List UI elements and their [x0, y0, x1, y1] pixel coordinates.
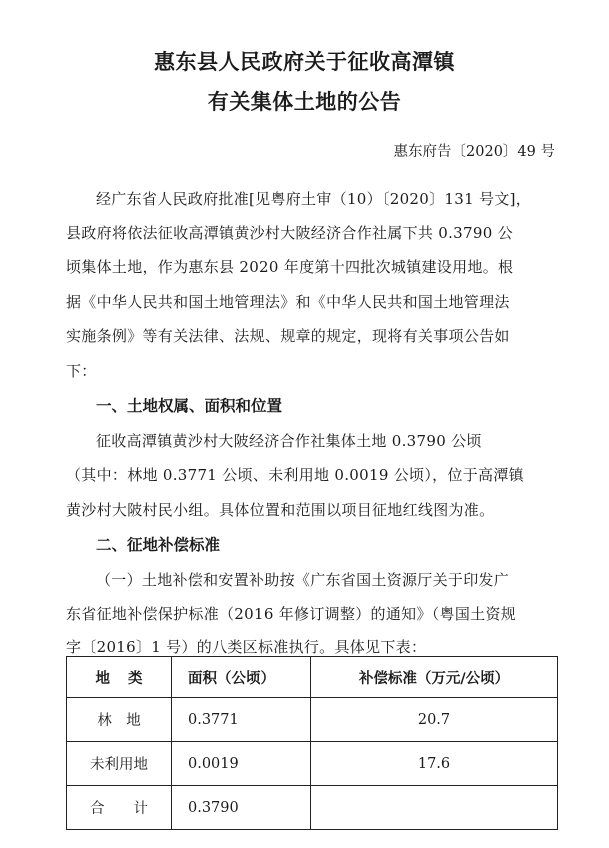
table-cell: 17.6 — [311, 742, 558, 786]
table-row — [67, 786, 558, 830]
document-number: 惠东府告〔2020〕49 号 — [393, 144, 555, 160]
intro-line: 经广东省人民政府批准[见粤府土审（10）〔2020〕131 号文]， — [96, 190, 532, 208]
intro-line: 实施条例》等有关法律、法规、规章的规定，现将有关事项公告如 — [66, 327, 510, 345]
section1-line: （其中：林地 0.3771 公顷、未利用地 0.0019 公顷），位于高潭镇 — [66, 466, 524, 484]
intro-line: 县政府将依法征收高潭镇黄沙村大陂经济合作社属下共 0.3790 公 — [66, 224, 513, 242]
table-cell: 20.7 — [311, 698, 558, 742]
section2-line: （一）土地补偿和安置补助按《广东省国土资源厅关于印发广 — [96, 571, 510, 589]
table-row — [67, 742, 558, 786]
section1-line: 征收高潭镇黄沙村大陂经济合作社集体土地 0.3790 公顷 — [96, 432, 482, 450]
document-title-line2: 有关集体土地的公告 — [207, 90, 402, 114]
table-header-cell: 地类 — [67, 657, 172, 698]
intro-line: 顷集体土地，作为惠东县 2020 年度第十四批次城镇建设用地。根 — [66, 258, 514, 276]
section2-line: 东省征地补偿保护标准（2016 年修订调整）的通知》（粤国土资规 — [66, 605, 517, 623]
table-cell: 0.3790 — [172, 786, 311, 830]
section1-line: 黄沙村大陂村民小组。具体位置和范围以项目征地红线图为准。 — [66, 501, 495, 519]
table-header-cell: 补偿标准（万元/公顷） — [311, 657, 558, 698]
compensation-table — [66, 656, 558, 830]
table-cell: 0.0019 — [172, 742, 311, 786]
document-title-line1: 惠东县人民政府关于征收高潭镇 — [154, 50, 455, 74]
table-cell: 合 计 — [67, 786, 172, 830]
intro-line: 下： — [66, 362, 97, 380]
intro-line: 据《中华人民共和国土地管理法》和《中华人民共和国土地管理法 — [66, 293, 510, 311]
section2-heading: 二、征地补偿标准 — [96, 536, 221, 554]
table-cell: 未利用地 — [67, 742, 172, 786]
table-header-cell: 面积（公顷） — [172, 657, 311, 698]
table-cell — [311, 786, 558, 830]
table-row — [67, 698, 558, 742]
section2-line: 字〔2016〕1 号）的八类区标准执行。具体见下表： — [66, 638, 427, 656]
table-header-row — [67, 657, 558, 698]
section1-heading: 一、土地权属、面积和位置 — [96, 397, 283, 415]
table-cell: 0.3771 — [172, 698, 311, 742]
table-cell: 林 地 — [67, 698, 172, 742]
